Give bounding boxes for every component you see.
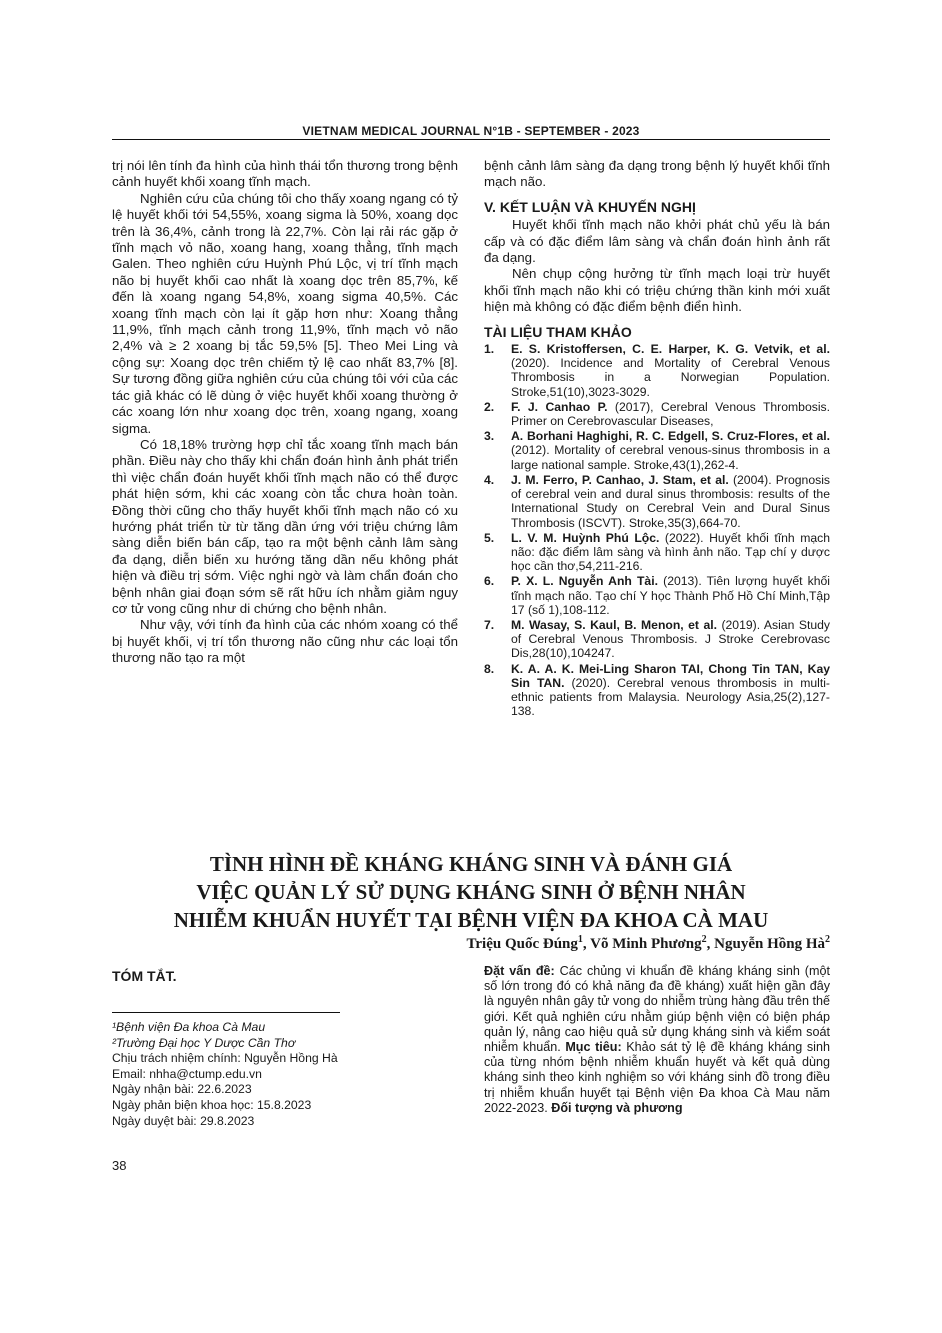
- reference-number: 2.: [484, 399, 495, 414]
- abstract-heading: TÓM TẮT.: [112, 968, 177, 984]
- left-paragraph-1: trị nói lên tính đa hình của hình thái tổn thương trong bệnh cảnh huyết khối xoang tĩnh mạch.: [112, 158, 458, 190]
- left-paragraph-2: Nghiên cứu của chúng tôi cho thấy xoang ngang có tỷ lệ huyết khối tới 54,55%, xoang sigma là 50%, xoang dọc trên là 36,4%, cảnh trong là 22,7%. Còn lại rải rác gặp ở tĩnh mạch vỏ não, xoang hang, xoang thẳng, tĩnh mạch Galen. Theo nghiên cứu Huỳnh Phú Lộc, vị trí tĩnh mạch não bị huyết khối cao nhất là xoang dọc trên 85,7%, kế đến là xoang ngang 54,8%, xoang sigma 40,5%. Các xoang tĩnh mạch còn lại ít gặp hơn như: Xoang thẳng 11,9%, tĩnh mạch cảnh trong 11,9%, tĩnh mạch vỏ não 2,4% và ≥ 2 xoang bị tắc 59,5% [5]. Theo Mei Ling và cộng sự: Xoang dọc trên chiếm tỷ lệ cao nhất 83,7% [8]. Sự tương đồng giữa nghiên cứu của chúng tôi với của các tác giả khác có lẽ dùng ở việc huyết khối xoang thường ở các xoang lớn như xoang dọc trên, xoang ngang, xoang sigma.: [112, 190, 458, 436]
- abstract-label-objective: Mục tiêu:: [565, 1040, 622, 1055]
- abstract-text: [484, 964, 830, 1116]
- reference-text: (2017), Cerebral Venous Thrombosis. Primer on Cerebrovascular Diseases,: [511, 399, 831, 429]
- reference-number: 6.: [484, 574, 495, 589]
- title-line-1: TÌNH HÌNH ĐỀ KHÁNG KHÁNG SINH VÀ ĐÁNH GIÁ: [209, 852, 733, 876]
- abstract-objective-text: Khảo sát tỷ lệ đề kháng kháng sinh của từng nhóm bệnh nhiễm khuẩn huyết và kết quả dùng kháng sinh theo kinh nghiệm so với kháng sinh đồ trong điều trị nhiễm khuẩn huyết tại Bệnh viện Đa khoa Cà Mau năm 2022-2023.: [484, 1040, 830, 1115]
- right-paragraph-1: bệnh cảnh lâm sàng đa dạng trong bệnh lý huyết khối tĩnh mạch não.: [484, 158, 830, 190]
- footnote-rule: [112, 1012, 340, 1013]
- title-line-3: NHIỄM KHUẨN HUYẾT TẠI BỆNH VIỆN ĐA KHOA CÀ MAU: [173, 908, 769, 932]
- reference-authors: L. V. M. Huỳnh Phú Lộc.: [511, 530, 660, 545]
- reference-number: 1.: [484, 342, 495, 357]
- references-heading: TÀI LIỆU THAM KHẢO: [484, 323, 632, 340]
- reference-text: (2013). Tiên lượng huyết khối tĩnh mạch não. Tạo chí Y học Thành Phố Hồ Chí Minh,Tập 17 (số 1),108-112.: [511, 574, 830, 617]
- reference-authors: P. X. L. Nguyễn Anh Tài.: [511, 574, 658, 589]
- reference-number: 7.: [484, 617, 495, 632]
- author-name: Nguyễn Hồng Hà: [714, 936, 825, 952]
- reference-authors: E. S. Kristoffersen, C. E. Harper, K. G. Vetvik, et al.: [511, 342, 830, 357]
- footnotes: [112, 1020, 338, 1129]
- reference-item: [484, 400, 830, 428]
- article-title: [112, 850, 830, 934]
- reference-text: (2020). Incidence and Mortality of Cerebral Venous Thrombosis in a Norwegian Population. Stroke,51(10),3023-3029.: [511, 356, 830, 399]
- reference-text: (2004). Prognosis of cerebral vein and dural sinus thrombosis: results of the International Study on Cerebral Vein and Dural Sinus Thrombosis (ISCVT). Stroke,35(3),664-70.: [511, 472, 830, 530]
- author-affiliation-mark: 2: [825, 934, 830, 945]
- reference-number: 4.: [484, 472, 495, 487]
- reference-authors: J. M. Ferro, P. Canhao, J. Stam, et al.: [511, 472, 729, 487]
- reference-text: (2022). Huyết khối tĩnh mạch não: đặc điểm lâm sàng và hình ảnh não. Tạp chí y dược học cần thơ,54,211-216.: [511, 530, 830, 574]
- conclusion-paragraph-2: Nên chụp cộng hưởng từ tĩnh mạch loại trừ huyết khối tĩnh mạch não khi có triệu chứng thần kinh mới xuất hiện mà không có đặc điểm bệnh điển hình.: [484, 266, 830, 315]
- reference-authors: A. Borhani Haghighi, R. C. Edgell, S. Cruz-Flores, et al.: [511, 429, 830, 444]
- date-reviewed: Ngày phản biện khoa học: 15.8.2023: [112, 1097, 312, 1112]
- authors-line: [467, 934, 831, 953]
- right-column: [484, 158, 830, 719]
- author-affiliation-mark: 2: [701, 934, 707, 945]
- author-affiliation-mark: 1: [577, 934, 583, 945]
- reference-text: (2019). Asian Study of Cerebral Venous Thrombosis. J Stroke Cerebrovasc Dis,28(10),104247.: [511, 617, 830, 661]
- reference-item: [484, 531, 830, 574]
- reference-item: [484, 618, 830, 661]
- header-rule: [112, 139, 830, 140]
- left-column: [112, 158, 458, 667]
- reference-item: [484, 429, 830, 472]
- author-separator: ,: [706, 936, 715, 952]
- journal-header: VIETNAM MEDICAL JOURNAL N°1B - SEPTEMBER - 2023: [302, 124, 640, 138]
- corresponding-author: Chịu trách nhiệm chính: Nguyễn Hồng Hà: [112, 1051, 338, 1066]
- date-accepted: Ngày duyệt bài: 29.8.2023: [112, 1113, 255, 1128]
- abstract-background-text: Các chủng vi khuẩn đề kháng kháng sinh (một số lớn trong đó có khả năng đa đề kháng) xuất hiện gần đây là nguyên nhân gây tử vong do nhiễm trùng hàng đầu trên thế giới. Kết quả nghiên cứu nhằm giúp bệnh viện có biện pháp quản lý, nâng cao hiệu quả sử dụng kháng sinh và kiểm soát nhiễm khuẩn.: [484, 964, 830, 1055]
- reference-text: (2020). Cerebral venous thrombosis in multi-ethnic patients from Malaysia. Neurology Asia,25(2),127-138.: [511, 675, 830, 719]
- affiliation-1: ¹Bệnh viện Đa khoa Cà Mau: [112, 1020, 266, 1034]
- reference-number: 8.: [484, 661, 495, 676]
- reference-item: [484, 342, 830, 399]
- reference-authors: K. A. A. K. Mei-Ling Sharon TAI, Chong Tin TAN, Kay Sin TAN.: [511, 661, 830, 690]
- references-list: [484, 342, 830, 718]
- page-number: 38: [112, 1158, 127, 1173]
- reference-number: 3.: [484, 429, 495, 444]
- abstract-label-background: Đặt vấn đề:: [484, 964, 555, 978]
- reference-text: (2012). Mortality of cerebral venous-sinus thrombosis in a large national sample. Stroke,43(1),262-4.: [511, 443, 830, 472]
- reference-authors: M. Wasay, S. Kaul, B. Menon, et al.: [511, 617, 717, 632]
- author-name: Triệu Quốc Đúng: [466, 936, 578, 952]
- title-line-2: VIỆC QUẢN LÝ SỬ DỤNG KHÁNG SINH Ở BỆNH NHÂN: [196, 880, 746, 904]
- conclusion-paragraph-1: Huyết khối tĩnh mạch não khởi phát chủ yếu là bán cấp và có đặc điểm lâm sàng và chẩn đoán hình ảnh rất đa dạng.: [484, 217, 830, 266]
- abstract-label-methods: Đối tượng và phương: [551, 1100, 683, 1115]
- reference-item: [484, 473, 830, 530]
- left-paragraph-3: Có 18,18% trường hợp chỉ tắc xoang tĩnh mạch bán phần. Điều này cho thấy khi chẩn đoán hình ảnh phát triển thì việc chẩn đoán huyết khối tĩnh mạch não có thể được phát hiện sớm, khi các xoang còn tắc chưa hoàn toàn. Đồng thời cũng cho thấy huyết khối tĩnh mạch não có xu hướng phát triển từ từ tăng dần ứng với triệu chứng lâm sàng diễn biến bán cấp, tạo ra một bệnh cảnh lâm sàng đa dạng, diễn biến xu hướng tăng dần nếu không phát hiện và điều trị sớm. Việc nghi ngờ và làm chẩn đoán cho bệnh nhân giai đoạn sớm sẽ rất hữu ích nhằm giảm nguy cơ tử vong cũng như di chứng cho bệnh nhân.: [112, 436, 458, 616]
- reference-number: 5.: [484, 530, 495, 545]
- author-separator: ,: [582, 936, 591, 952]
- date-received: Ngày nhận bài: 22.6.2023: [112, 1082, 252, 1097]
- reference-authors: F. J. Canhao P.: [511, 399, 608, 414]
- affiliation-2: ²Trường Đại học Y Dược Cần Thơ: [112, 1035, 296, 1050]
- email: Email: nhha@ctump.edu.vn: [112, 1066, 262, 1081]
- author-name: Võ Minh Phương: [590, 936, 702, 952]
- section-heading-conclusion: V. KẾT LUẬN VÀ KHUYẾN NGHỊ: [484, 198, 696, 215]
- reference-item: [484, 662, 830, 719]
- left-paragraph-4: Như vậy, với tính đa hình của các nhóm xoang có thể bị huyết khối, vị trí tổn thương não cũng như các loại tổn thương não tạo ra một: [112, 617, 458, 666]
- reference-item: [484, 574, 830, 617]
